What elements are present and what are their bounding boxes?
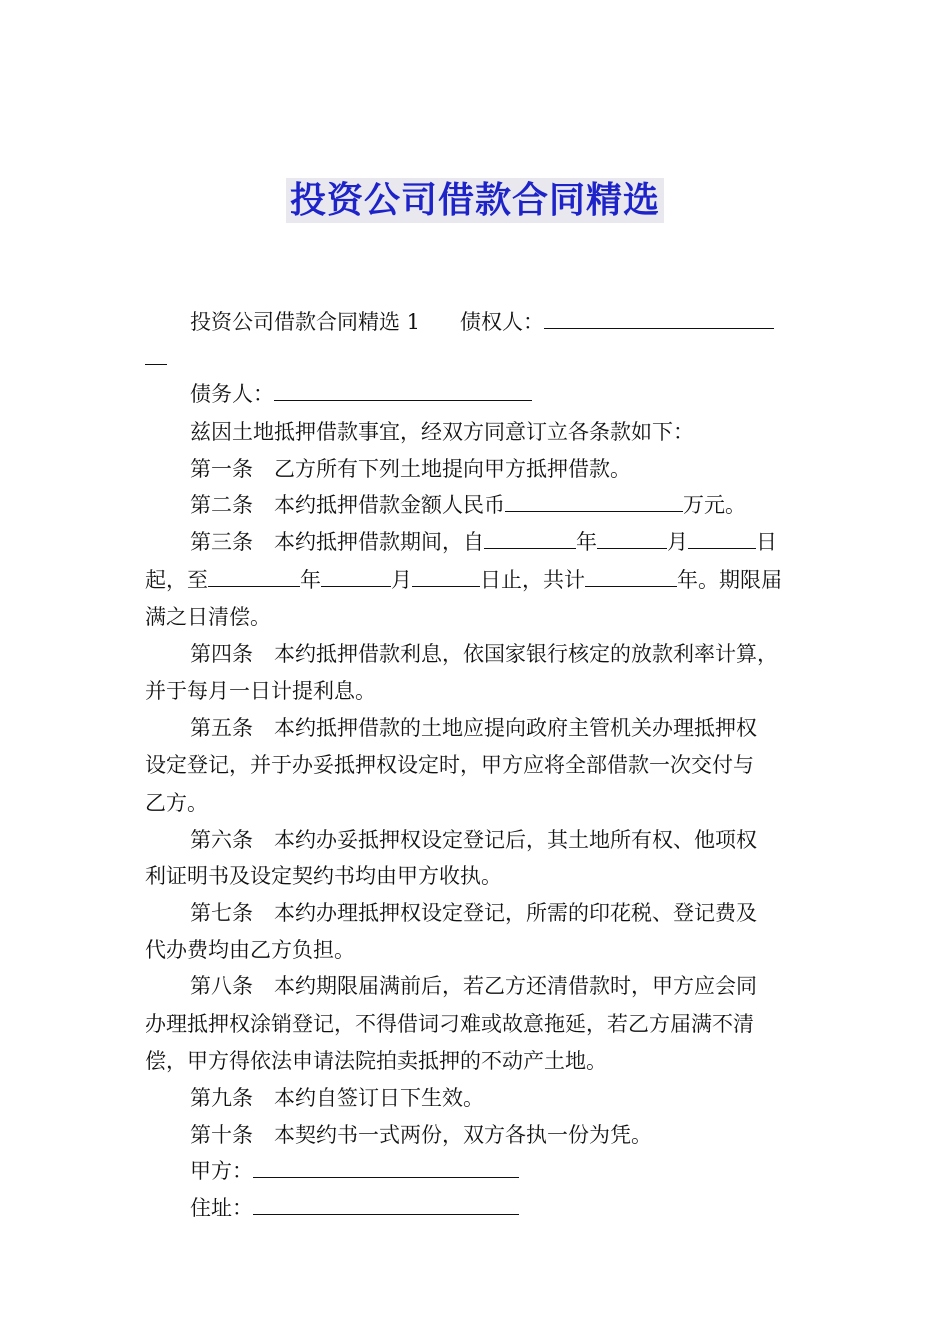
contract-heading-line [190,308,774,336]
party-a-label: 甲方： [190,1159,253,1183]
party-a-blank [253,1157,519,1178]
end-month-blank [321,566,391,587]
article-3-line-1 [190,528,777,556]
article-7-line-2: 代办费均由乙方负担。 [145,938,355,962]
creditor-blank [544,308,774,329]
article-2 [190,491,746,519]
address-label: 住址： [190,1196,253,1220]
start-day-blank [688,528,756,549]
article-8-line-1: 第八条 本约期限届满前后，若乙方还清借款时，甲方应会同 [190,974,757,998]
article-3-line-3: 满之日清偿。 [145,605,271,629]
debtor-line [190,380,532,408]
end-day-label: 日止，共计 [480,568,585,592]
article-8-line-3: 偿，甲方得依法申请法院拍卖抵押的不动产土地。 [145,1049,607,1073]
end-year-label: 年 [300,568,321,592]
article-2-unit: 万元。 [683,493,746,517]
contract-number: 投资公司借款合同精选 1 [190,310,421,334]
end-year-blank [208,566,300,587]
term-end-text: 年。期限届 [677,568,782,592]
creditor-label: 债权人： [460,310,545,334]
article-8-line-2: 办理抵押权涂销登记，不得借词刁难或故意拖延，若乙方届满不清 [145,1012,754,1036]
day-label: 日 [756,530,777,554]
article-4-line-1: 第四条 本约抵押借款利息，依国家银行核定的放款利率计算， [190,642,778,666]
article-4-line-2: 并于每月一日计提利息。 [145,679,376,703]
month-label: 月 [667,530,688,554]
debtor-blank [274,380,532,401]
total-years-blank [585,566,677,587]
address-line [190,1194,519,1222]
article-7-line-1: 第七条 本约办理抵押权设定登记，所需的印花税、登记费及 [190,901,757,925]
until-label: 起，至 [145,568,208,592]
amount-blank [505,491,683,512]
article-5-line-1: 第五条 本约抵押借款的土地应提向政府主管机关办理抵押权 [190,716,757,740]
article-1: 第一条 乙方所有下列土地提向甲方抵押借款。 [190,457,631,481]
article-6-line-1: 第六条 本约办妥抵押权设定登记后，其土地所有权、他项权 [190,828,757,852]
article-5-line-2: 设定登记，并于办妥抵押权设定时，甲方应将全部借款一次交付与 [145,753,754,777]
address-blank [253,1194,519,1215]
end-day-blank [412,566,480,587]
start-year-blank [484,528,576,549]
article-2-text: 第二条 本约抵押借款金额人民币 [190,493,505,517]
document-title-wrap [0,172,950,223]
start-month-blank [597,528,667,549]
document-title: 投资公司借款合同精选 [286,178,664,223]
debtor-label: 债务人： [190,382,274,406]
article-5-line-3: 乙方。 [145,791,208,815]
article-3-line-2 [145,566,782,594]
end-month-label: 月 [391,568,412,592]
article-10: 第十条 本契约书一式两份，双方各执一份为凭。 [190,1123,652,1147]
creditor-blank-overflow [145,344,167,372]
party-a-line [190,1157,519,1185]
article-9: 第九条 本约自签订日下生效。 [190,1086,484,1110]
article-6-line-2: 利证明书及设定契约书均由甲方收执。 [145,864,502,888]
creditor-blank-cont [145,344,167,365]
article-3-text: 第三条 本约抵押借款期间，自 [190,530,484,554]
year-label: 年 [576,530,597,554]
preamble: 兹因土地抵押借款事宜，经双方同意订立各条款如下： [190,420,694,444]
